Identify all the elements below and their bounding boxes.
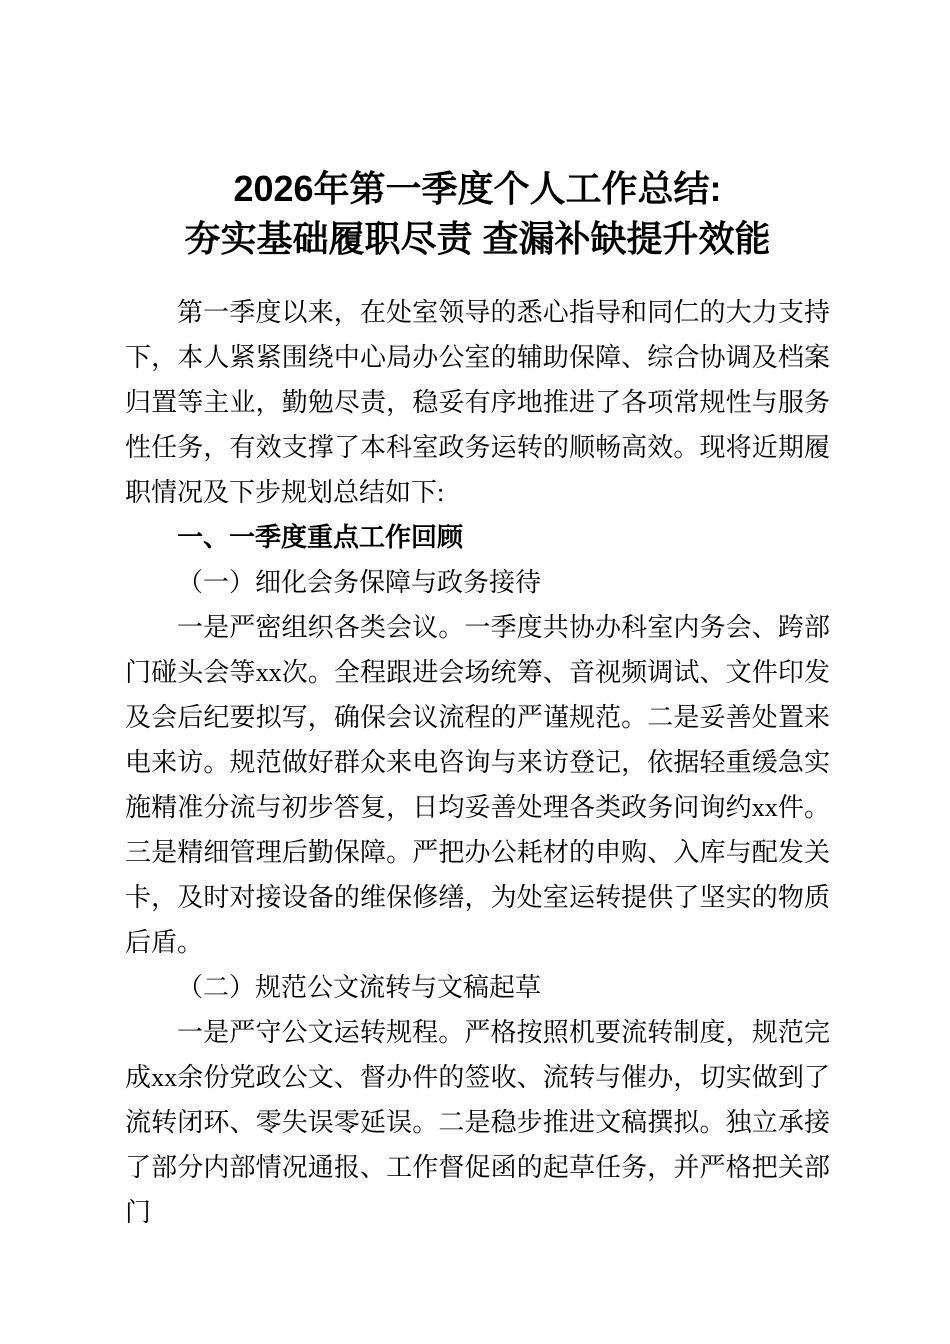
section-1-1-paragraph: 一是严密组织各类会议。一季度共协办科室内务会、跨部门碰头会等xx次。全程跟进会场统筹、音视频调试、文件印发及会后纪要拟写，确保会议流程的严谨规范。二是妥善处置来电来访。规范做好群众来电咨询与来访登记，依据轻重缓急实施精准分流与初步答复，日均妥善处理各类政务问询约xx件。三是精细管理后勤保障。严把办公耗材的申购、入库与配发关卡，及时对接设备的维保修缮，为处室运转提供了坚实的物质后盾。	[125, 613, 830, 957]
section-1-heading: 一、一季度重点工作回顾	[177, 522, 464, 552]
document-title	[125, 164, 830, 264]
document-title-line-2: 夯实基础履职尽责 查漏补缺提升效能	[184, 218, 771, 259]
section-1-2-paragraph: 一是严守公文运转规程。严格按照机要流转制度，规范完成xx余份党政公文、督办件的签收、流转与催办，切实做到了流转闭环、零失误零延误。二是稳步推进文稿撰拟。独立承接了部分内部情况通报、工作督促函的起草任务，并严格把关部门	[125, 1018, 830, 1227]
document-title-line-1: 2026年第一季度个人工作总结:	[233, 168, 722, 209]
section-1-1-heading: （一）细化会务保障与政务接待	[177, 568, 542, 597]
intro-paragraph: 第一季度以来，在处室领导的悉心指导和同仁的大力支持下，本人紧紧围绕中心局办公室的辅助保障、综合协调及档案归置等主业，勤勉尽责，稳妥有序地推进了各项常规性与服务性任务，有效支撑了本科室政务运转的顺畅高效。现将近期履职情况及下步规划总结如下:	[125, 298, 830, 507]
section-1-2-heading: （二）规范公文流转与文稿起草	[177, 973, 542, 1002]
